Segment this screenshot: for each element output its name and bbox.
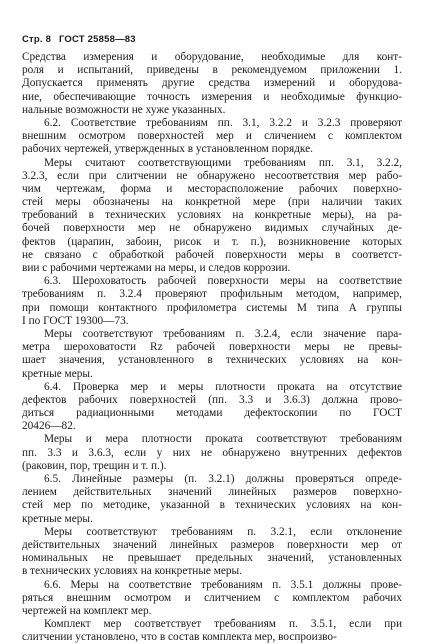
text-line: бочей поверхности мер не обнаружено видимых случайных де- (22, 222, 402, 235)
text-line: 6.6. Меры на соответствие требованиям п. 3.5.1 должны прове- (44, 578, 402, 591)
paragraph (22, 157, 402, 276)
text-line: кретные меры. (22, 367, 93, 380)
text-line: шает значения, установленного в технических условиях на кон- (22, 354, 402, 367)
text-line: чим чертежам, форма и месторасположение рабочих поверхно- (22, 182, 402, 195)
text-line: фектов (царапин, забоин, рисок и т. п.), возникновение которых (22, 235, 402, 248)
text-line: Допускается применять другие средства измерений и оборудова- (22, 77, 402, 90)
text-line: пп. 3.3 и 3.6.3, если у них не обнаружено внутренних дефектов (22, 446, 402, 459)
text-line: ряться внешним осмотром и слитчением с комплектом рабочих (22, 591, 402, 604)
text-line: стей меры обозначены на конкретной мере (при наличии таких (22, 196, 402, 209)
paragraph (22, 328, 402, 381)
page-number: Стр. 8 (22, 34, 52, 45)
text-line: кретные меры. (22, 512, 93, 525)
paragraph (22, 526, 402, 579)
paragraph (22, 618, 402, 644)
text-line: 6.2. Соответствие требованиям пп. 3.1, 3.2.2 и 3.2.3 проверяют (44, 116, 402, 129)
standard-number: ГОСТ 25858—83 (58, 34, 136, 45)
text-line: диться радиационными методами дефектоскопии по ГОСТ (22, 407, 402, 420)
text-line: 6.3. Шероховатость рабочей поверхности меры на соответствие (44, 275, 402, 288)
text-line: I по ГОСТ 19300—73. (22, 314, 129, 327)
text-line: требованиям п. 3.2.4 проверяют профильным методом, например, (22, 288, 402, 301)
text-line: стей мер по методике, указанной в технических условиях на кон- (22, 499, 402, 512)
text-line: 3.2.3, если при слитчении не обнаружено несоответствия мер рабо- (22, 169, 402, 182)
text-line: Меры считают соответствующими требованиям пп. 3.1, 3.2.2, (44, 156, 402, 169)
text-line: вии с рабочими чертежами на меры, и следов коррозии. (22, 262, 291, 274)
text-line: ние, обеспечивающие точность измерения и необходимые функцио- (22, 90, 402, 103)
text-line: требований в технических условиях на конкретные меры), на ра- (22, 209, 402, 222)
text-line: 20426—82. (22, 420, 76, 433)
text-line: действительных значений линейных размеров поверхности мер от (22, 538, 402, 551)
text-line: лением действительных значений линейных размеров поверхно- (22, 486, 402, 499)
text-line: при помощи контактного профилометра системы М типа А группы (22, 301, 402, 314)
text-line: Меры соответствуют требованиям п. 3.2.1, если отклонение (44, 525, 402, 538)
text-line: номинальных не превышает предельных значений, установленных (22, 552, 402, 565)
text-line: Комплект мер соответствует требованиям п. 3.5.1, если при (44, 618, 402, 631)
paragraph (22, 433, 402, 473)
text-line: 6.4. Проверка мер и меры плотности проката на отсутствие (44, 380, 402, 393)
text-line: Средства измерения и оборудование, необходимые для конт- (22, 51, 402, 63)
text-line: внешним осмотром поверхностей мер и сличением с комплектом (22, 130, 402, 143)
page-header (22, 34, 141, 45)
text-line: в технических условиях на конкретные меры. (22, 565, 242, 578)
paragraph (22, 381, 402, 434)
body-text (22, 51, 402, 644)
text-line: рабочих чертежей, утвержденных в установленном порядке. (22, 143, 313, 156)
text-line: (раковин, пор, трещин и т. п.). (22, 459, 167, 472)
paragraph (22, 579, 402, 619)
text-line: метра шероховатости Rz рабочей поверхности меры не превы- (22, 341, 402, 354)
text-line: слитчении установлено, что в состав комплекта мер, воспроизво- (22, 631, 337, 644)
text-line: не связано с обработкой рабочей поверхности меры в соответст- (22, 248, 402, 261)
text-line: дефектов рабочих поверхностей (пп. 3.3 и 3.6.3) должна прово- (22, 393, 402, 406)
paragraph (22, 51, 402, 117)
text-line: Меры и мера плотности проката соответствуют требованиям (44, 433, 402, 446)
text-line: чертежей на комплект мер. (22, 604, 152, 617)
text-line: Меры соответствуют требованиям п. 3.2.4, если значение пара- (44, 327, 402, 340)
paragraph (22, 473, 402, 526)
text-line: роля и испытаний, приведены в рекомендуемом приложении 1. (22, 64, 402, 77)
paragraph (22, 117, 402, 157)
text-line: 6.5. Линейные размеры (п. 3.2.1) должны проверяться опреде- (44, 473, 402, 485)
text-line: нальные возможности не хуже указанных. (22, 103, 226, 116)
paragraph (22, 275, 402, 328)
